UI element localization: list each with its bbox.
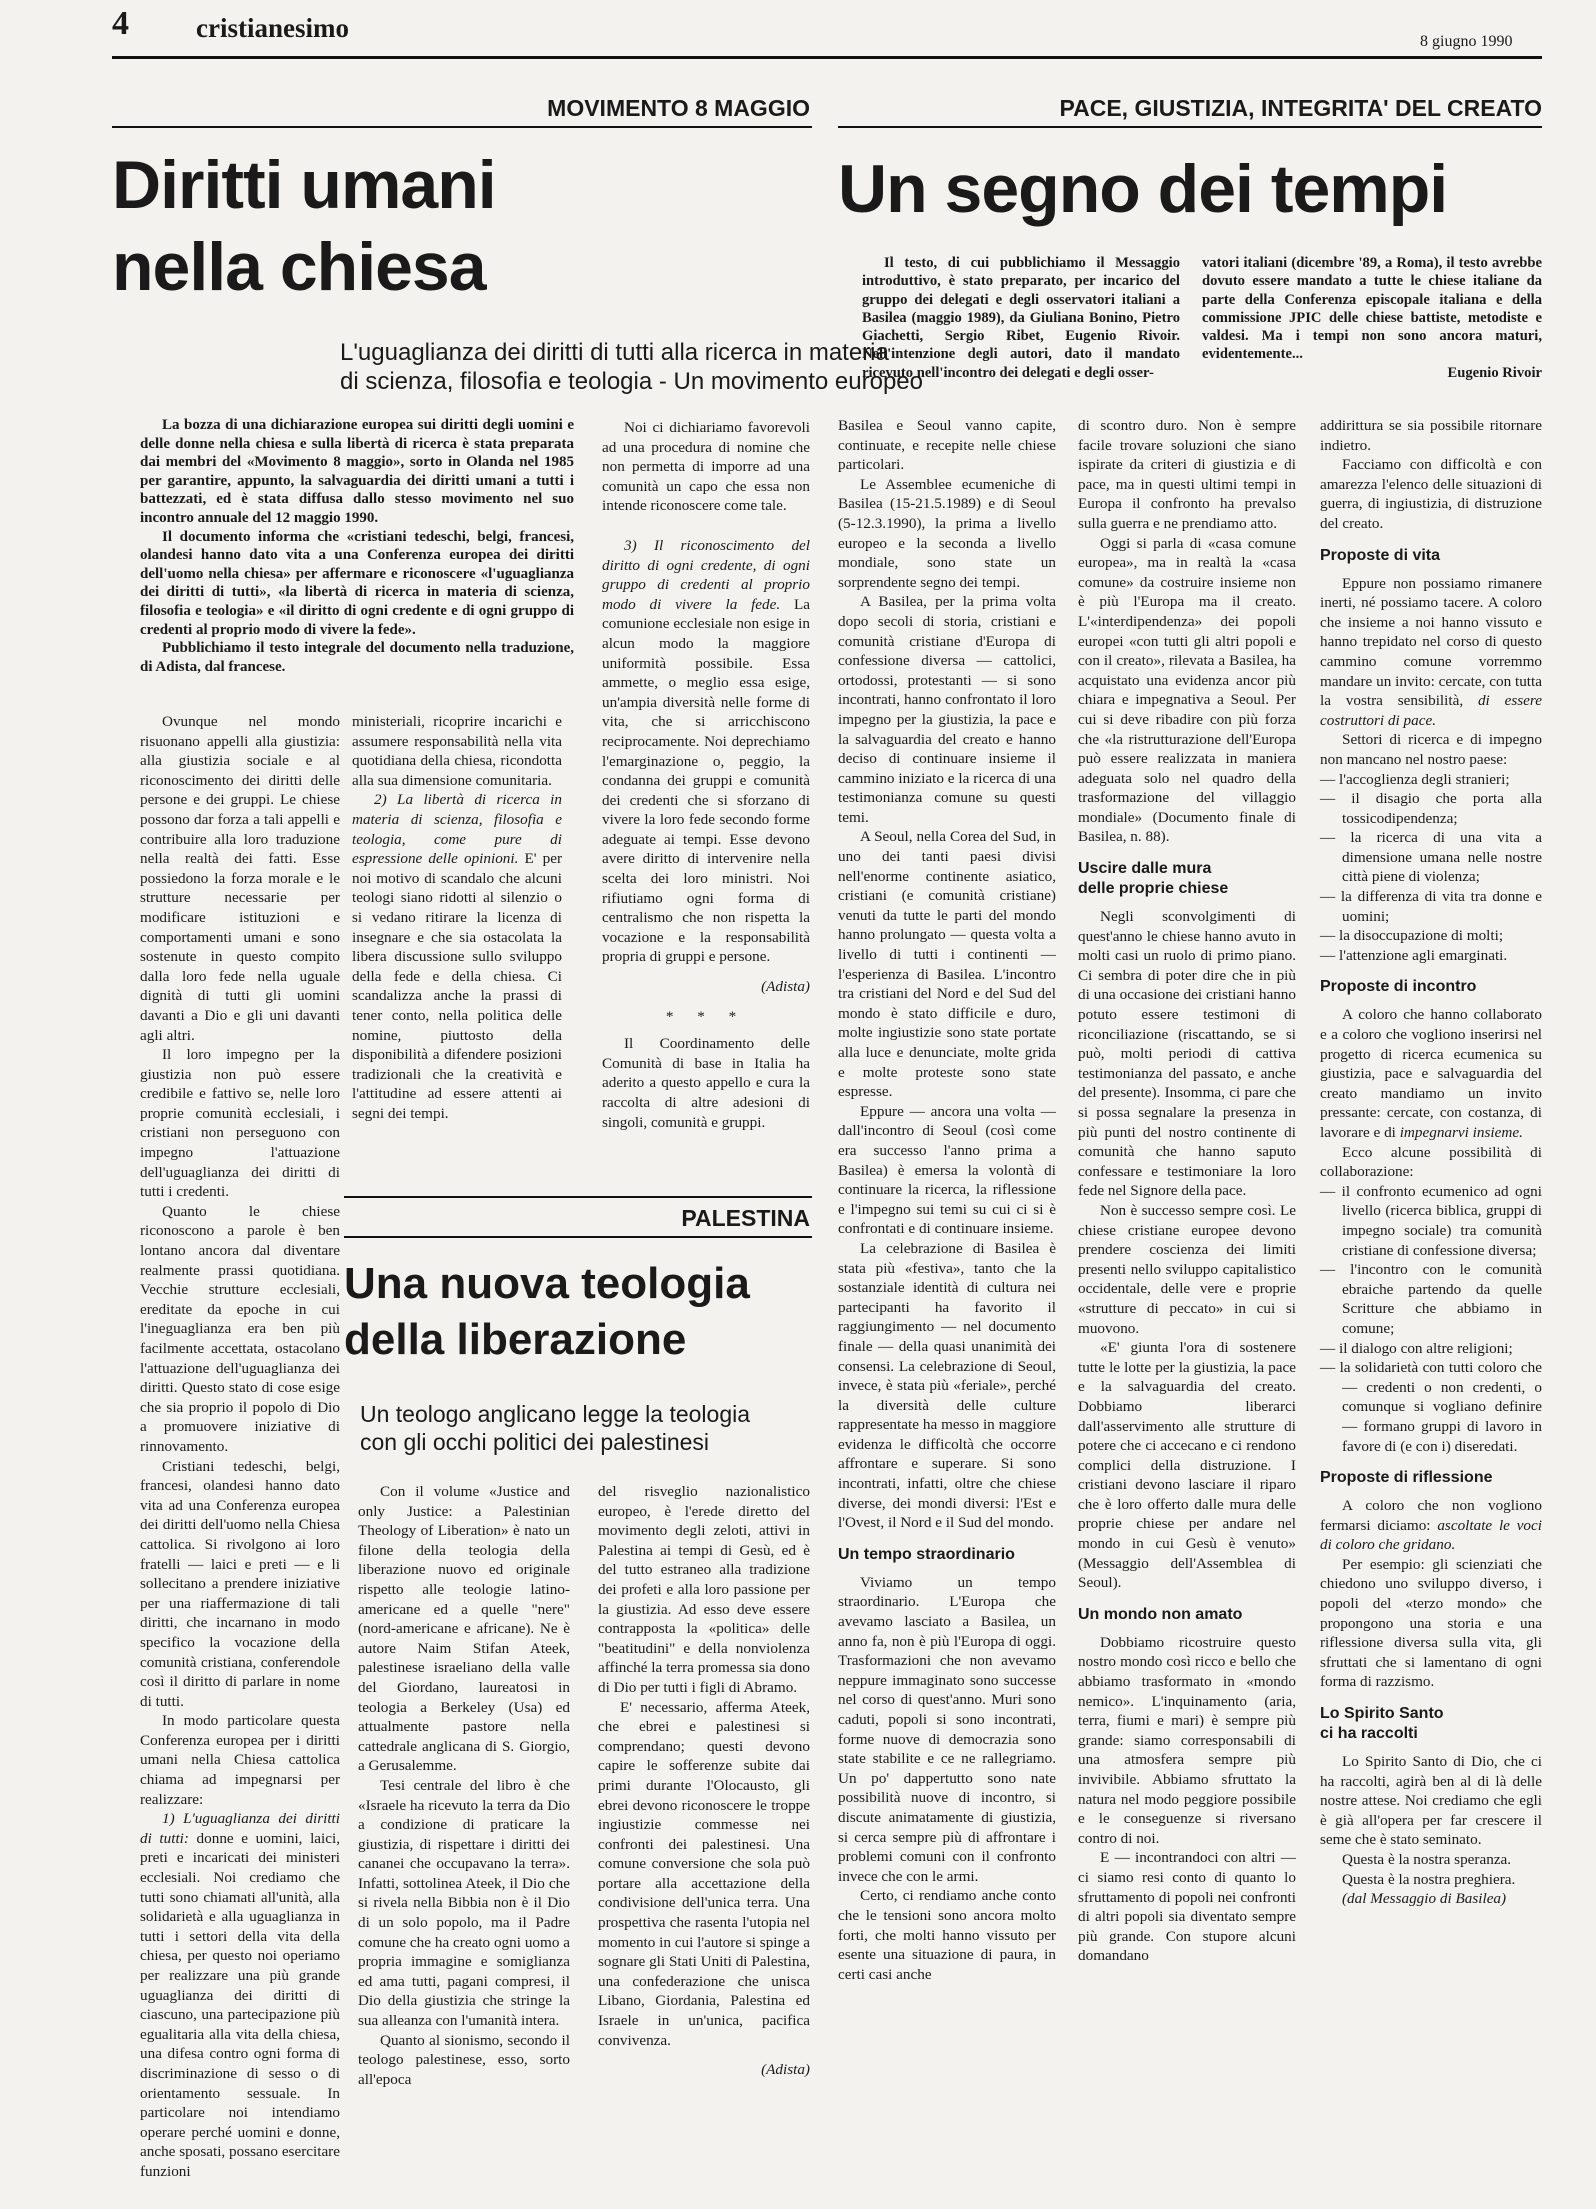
body-paragraph: Viviamo un tempo straordinario. L'Europa che avevamo lasciato a Basilea, un anno fa, non è più l'Europa di oggi. Trasformazioni che non avevamo neppure immaginato sono successe nel corso di quest'anno. Muri sono caduti, popoli si sono incontrati, forme nuove di democrazia sono state stabilite e ce ne rallegriamo. Un po' dappertutto sono nate possibilità nuove di incontro, si discute animatamente di giustizia, si cerca sempre più di affrontare i problemi comuni con il confronto invece che con le armi. (838, 1573, 1056, 1885)
list-item: — la ricerca di una vita a dimensione umana nelle nostre città piene di violenza; (1342, 828, 1542, 887)
body-paragraph: E' necessario, afferma Ateek, che ebrei e palestinesi si comprendano; questi devono capire le sofferenze subite dai primi durante l'Olocausto, gli ebrei devono riconoscere le troppe ingiustizie commesse nei confronti dei palestinesi. Una comune conversione che sola può portare alla accettazione della condivisione dell'unica terra. Una prospettiva che rasenta l'utopia nel momento in cui l'autore si spinge a sognare gli Stati Uniti di Palestina, una confederazione che unisca Libano, Giordania, Palestina ed Israele in un'unica, pacifica convivenza. (598, 1698, 810, 2049)
right-kicker-rule (838, 126, 1542, 128)
list-item: — la differenza di vita tra donne e uomini; (1342, 887, 1542, 926)
intro-paragraph: vatori italiani (dicembre '89, a Roma), il testo avrebbe dovuto essere mandato a tutte le chiese italiane da parte della Conferenza episcopale italiana e della commissione JPIC delle chiese battiste, metodiste e valdesi. Ma i tempi non sono ancora maturi, evidentemente... (1202, 255, 1542, 363)
body-paragraph: La celebrazione di Basilea è stata più «festiva», tanto che la sostanziale identità di cultura nei partecipanti ha favorito il raggiungimento — nel documento finale — della quasi unanimità dei consensi. La celebrazione di Seoul, invece, è stata più «feriale», perché la diversità delle culture rappresentate ha messo in maggiore evidenza le difficoltà che occorre affrontare e superare. Si sono incontrati, infatti, oltre che chiese diverse, dei mondi diversi: l'Est e l'Ovest, il Nord e il Sud del mondo. (838, 1239, 1056, 1532)
list-item: — l'incontro con le comunità ebraiche partendo da quelle Scritture che abbiamo in comune; (1342, 1260, 1542, 1338)
subheading: Un tempo straordinario (838, 1545, 1015, 1563)
body-paragraph: Non è successo sempre così. Le chiese cristiane europee devono prendere coscienza dei limiti presenti nello sviluppo capitalistico occidentale, delle vere e proprie «strutture di peccato» in cui si muovono. (1078, 1201, 1296, 1337)
list-collaboration (1320, 1182, 1542, 1456)
right-kicker: PACE, GIUSTIZIA, INTEGRITA' DEL CREATO (1059, 95, 1542, 121)
body-paragraph (602, 536, 810, 967)
right-column-3 (1320, 416, 1542, 1909)
palestina-kicker: PALESTINA (681, 1205, 810, 1231)
palestina-top-rule (344, 1196, 812, 1198)
left-lead (140, 416, 574, 676)
body-paragraph (1320, 574, 1542, 731)
body-paragraph: Quanto le chiese riconoscono a parole è ben lontano ancora dal diventare realmente prassi quotidiana. Vecchie strutture ecclesiali, ereditate da epoche in cui l'ineguaglianza era ben più facilmente accettata, ostacolano l'attuazione dell'uguaglianza dei diritti. Questo stato di cose esige che sia proprio il popolo di Dio a promuovere iniziative di rinnovamento. (140, 1202, 340, 1455)
body-paragraph: Eppure — ancora una volta — dall'incontro di Seoul (così come era successo l'anno prima a Basilea) è emersa la volontà di continuare la ricerca, la riflessione e l'impegno sui temi su cui ci si è confrontati e di continuare insieme. (838, 1102, 1056, 1238)
body-paragraph: ministeriali, ricoprire incarichi e assumere responsabilità nella vita quotidiana della chiesa, ricondotta alla sua dimensione comunitaria. (352, 713, 562, 789)
body-paragraph: Il Coordinamento delle Comunità di base in Italia ha aderito a questo appello e cura la raccolta di altre adesioni di singoli, comunità e gruppi. (602, 1035, 810, 1131)
body-paragraph (140, 1809, 340, 2181)
signature: (Adista) (761, 2061, 810, 2079)
left-title-line2: nella chiesa (112, 229, 486, 305)
body-paragraph: Facciamo con difficoltà e con amarezza l'elenco delle situazioni di guerra, di ingiustizia, di distruzione del creato. (1320, 456, 1542, 532)
list-item: — l'accoglienza degli stranieri; (1342, 770, 1542, 790)
subheading (1320, 1704, 1542, 1744)
italic-phrase: impegnarvi insieme. (1395, 1124, 1523, 1141)
palestina-title-line1: Una nuova teologia (344, 1259, 750, 1308)
body-paragraph: In modo particolare questa Conferenza europea per i diritti umani nella Chiesa cattolica chiama ad impegnarsi per realizzare: (140, 1712, 340, 1808)
italic-lead: 3) Il riconoscimento del diritto di ogni credente, di ogni gruppo di credenti al proprio modo di vivere la fede. (602, 536, 810, 613)
left-kicker-rule (112, 126, 812, 128)
lead-paragraph: La bozza di una dichiarazione europea sui diritti degli uomini e delle donne nella chiesa e sulla libertà di ricerca è stata preparata dai membri del «Movimento 8 maggio», sorto in Olanda nel 1985 per garantire, appunto, la salvaguardia dei diritti umani a tutti i battezzati, ed è stata diffusa dallo stesso movimento nel suo incontro annuale del 12 maggio 1990. (140, 417, 574, 526)
left-kicker: MOVIMENTO 8 MAGGIO (547, 95, 810, 121)
body-paragraph: Settori di ricerca e di impegno non mancano nel nostro paese: (1320, 731, 1542, 768)
italic-lead: 2) La libertà di ricerca in materia di scienza, filosofia e teologia, come pure di espressione delle opinioni. (352, 791, 562, 868)
page-number: 4 (112, 5, 129, 42)
intro-signature: Eugenio Rivoir (1447, 364, 1542, 381)
body-paragraph: «E' giunta l'ora di sostenere tutte le lotte per la giustizia, la pace e la salvaguardia del creato. Dobbiamo liberarci dall'asservimento alle strutture di potere che ci accecano e ci rendono complici della distruzione. I cristiani devono lasciare il riparo che è loro offerto dalle mura delle proprie chiese per andare nel mondo in cui Gesù è venuto» (Messaggio dell'Assemblea di Seoul). (1078, 1339, 1296, 1592)
subheading-line1: Uscire dalle mura (1078, 860, 1212, 878)
left-subtitle (340, 338, 923, 396)
body-paragraph: Noi ci dichiariamo favorevoli ad una procedura di nomine che non permetta di imporre ad una comunità un capo che essa non intende riconoscere come tale. (602, 419, 810, 515)
signature: (dal Messaggio di Basilea) (1342, 1890, 1507, 1908)
body-paragraph: di scontro duro. Non è sempre facile trovare soluzioni che siano ispirate da criteri di giustizia e di pace, ma in questi ultimi tempi in Europa il confronto ha prevalso sulla guerra e ne prendiamo atto. (1078, 417, 1296, 532)
body-paragraph: A Seoul, nella Corea del Sud, in uno dei tanti paesi divisi nell'enorme continente asiatico, cristiani (e comunità cristiane) venuti da tutte le parti del mondo hanno prolungato — questa volta a livello di tutti i continenti — l'esperienza di Basilea. L'incontro tra cristiani del Nord e del Sud del mondo è stato difficile e duro, molte ingiustizie sono state portate alla luce e denunciate, molte grida e molte proteste sono state espresse. (838, 828, 1056, 1101)
body-paragraph: Per esempio: gli scienziati che chiedono uno sviluppo diverso, i popoli del «terzo mondo» che propongono una storia e una riflessione diversa sulla vita, gli sfruttati che si lamentano di ogni forma di razzismo. (1320, 1555, 1542, 1691)
paragraph-text: A coloro che non vogliono fermarsi diciamo: (1320, 1497, 1542, 1534)
body-paragraph: Il loro impegno per la giustizia non può essere credibile e fattivo se, nelle loro proprie comunità ecclesiali, i cristiani non perseguono con impegno l'attuazione dell'uguaglianza dei diritti di tutti i credenti. (140, 1046, 340, 1201)
body-paragraph: E — incontrandoci con altri — ci siamo resi conto di quanto lo sfruttamento di popoli nei confronti di altri popoli sia diventato sempre più grande. Con stupore alcuni domandano (1078, 1849, 1296, 1965)
left-subtitle-line2: di scienza, filosofia e teologia - Un movimento europeo (340, 368, 923, 395)
body-paragraph (1320, 1005, 1542, 1142)
list-item: — la disoccupazione di molti; (1342, 926, 1542, 946)
body-paragraph: A Basilea, per la prima volta dopo secoli di storia, cristiani e comunità cristiane d'Europa di confessione diversa — cattolici, ortodossi, protestanti — si sono incontrati, hanno confrontato il loro impegno per la giustizia, la pace e la salvaguardia del creato e hanno deciso di continuare insieme il cammino iniziato e la ricerca di una testimonianza comune su questi temi. (838, 593, 1056, 826)
body-paragraph: Lo Spirito Santo di Dio, che ci ha raccolti, agirà ben al di là delle nostre attese. Noi crediamo che egli è già all'opera per far crescere il seme che è stato seminato. (1320, 1753, 1542, 1849)
palestina-subtitle (360, 1400, 810, 1456)
right-intro-col1 (862, 254, 1180, 382)
palestina-subtitle-line2: con gli occhi politici dei palestinesi (360, 1429, 710, 1455)
subheading-line2: delle proprie chiese (1078, 880, 1229, 898)
subheading: Proposte di riflessione (1320, 1469, 1493, 1487)
body-paragraph (352, 790, 562, 1123)
section-name: cristianesimo (196, 13, 349, 43)
palestina-column-1 (358, 1482, 570, 2089)
right-column-2 (1078, 416, 1296, 1966)
lead-paragraph: Pubblichiamo il testo integrale del documento nella traduzione, di Adista, dal francese. (140, 640, 574, 675)
body-paragraph: Tesi centrale del libro è che «Israele ha ricevuto la terra da Dio a condizione di praticare la giustizia, di rispettare i diritti dei cananei che occupavano la terra». Infatti, sottolinea Ateek, il Dio che si rivela nella Bibbia non è il Dio di un solo popolo, ma il Padre comune che ha creato ogni uomo a propria immagine e somiglianza ed ama tutti, pagani compresi, il Dio della giustizia che stringe la sua alleanza con l'umanità intera. (358, 1776, 570, 2030)
body-paragraph: Quanto al sionismo, secondo il teologo palestinese, esso, sorto all'epoca (358, 2031, 570, 2088)
body-paragraph: Negli sconvolgimenti di quest'anno le chiese hanno avuto in molti casi un ruolo di primo piano. Ci sembra di poter dire che in più di una occasione dei cristiani hanno potuto essere testimoni di riconciliazione (riscattando, se si può, molti periodi di cattiva testimonianza del passato, e anche del presente). Insomma, ci pare che si possa segnalare la presenza in più punti del nostro continente di comunità che hanno saputo confessare e testimoniare la loro fede nel Signore della pace. (1078, 908, 1296, 1200)
palestina-title-line2: della liberazione (344, 1315, 687, 1364)
body-paragraph: Basilea e Seoul vanno capite, continuate, e recepite nelle chiese particolari. (838, 417, 1056, 474)
separator-stars: * * * (665, 1007, 747, 1025)
palestina-title (344, 1256, 750, 1368)
body-paragraph: Cristiani tedeschi, belgi, francesi, olandesi hanno dato vita ad una Conferenza europea dei diritti dell'uomo nella Chiesa cattolica. Si rivolgono ai loro fratelli — laici e preti — e li sollecitano a prendere iniziative per una riaffermazione di tali diritti, che incarnano in modo specifico la vocazione della comunità cristiana, conferendole così il diritto di parlare in nome di tutti. (140, 1457, 340, 1710)
subheading (1078, 859, 1296, 899)
paragraph-text: A coloro che hanno collaborato e a coloro che vogliono inserirsi nel progetto di ricerca ecumenica su giustizia, pace e salvaguardia del creato mandiamo un invito pressante: cercate, con costanza, di lavorare e di (1320, 1006, 1542, 1141)
right-intro-col2 (1202, 254, 1542, 382)
body-paragraph: Dobbiamo ricostruire questo nostro mondo così ricco e bello che abbiamo trasformato in «mondo nemico». L'inquinamento (aria, terra, fiumi e mari) è sempre più grande: siamo corresponsabili di una atmosfera sempre più invivibile. Abbiamo sfruttato la natura nel modo peggiore possibile e le conseguenze si riversano contro di noi. (1078, 1633, 1296, 1847)
left-column-3 (602, 418, 810, 1132)
left-column-1 (140, 712, 340, 2182)
signature: (Adista) (761, 978, 810, 996)
list-item: — il disagio che porta alla tossicodipendenza; (1342, 789, 1542, 828)
body-paragraph: Le Assemblee ecumeniche di Basilea (15-21.5.1989) e di Seoul (5-12.3.1990), la prima a livello europeo e la seconda a livello mondiale, sono state un sorprendente segno dei tempi. (838, 475, 1056, 591)
subheading-line2: ci ha raccolti (1320, 1725, 1418, 1743)
body-paragraph: Certo, ci rendiamo anche conto che le tensioni sono ancora molto forti, che molti hanno vissuto per esente una situazione di paura, in certi casi anche (838, 1887, 1056, 1983)
body-paragraph: Questa è la nostra speranza. (1342, 1851, 1512, 1868)
body-paragraph: Ecco alcune possibilità di collaborazione: (1320, 1143, 1542, 1181)
italic-lead: 1) L'uguaglianza dei diritti di tutti: (140, 1810, 340, 1847)
right-column-1 (838, 416, 1056, 1984)
subheading-line1: Lo Spirito Santo (1320, 1705, 1444, 1723)
paragraph-rest: donne e uomini, laici, preti e incaricati dei ministeri ecclesiali. Noi crediamo che tutti sono chiamati all'unità, alla solidarietà e alla uguaglianza in tutti i settori della vita della chiesa, per questo noi operiamo per realizzare una più grande uguaglianza dei diritti di ciascuno, una partecipazione più egualitaria alla vita della chiesa, una difesa contro ogni forma di discriminazione di sesso o di orientamento sessuale. In particolare noi intendiamo operare perché uomini e donne, anche sposati, possano esercitare funzioni (140, 1829, 341, 2180)
list-item: — il dialogo con altre religioni; (1342, 1339, 1542, 1359)
paragraph-rest: E' per noi motivo di scandalo che alcuni teologi siano ridotti al silenzio o si vedano ritirare la licenza di insegnare e che sia ostacolata la libera discussione sullo sviluppo della fede e della chiesa. Ci scandalizza anche la prassi di tener conto, nella politica delle nomine, piuttosto della disponibilità a difendere posizioni tradizionali che la creatività e l'attitudine ad essere attenti ai segni dei tempi. (352, 850, 562, 1122)
body-paragraph (1320, 1496, 1542, 1555)
left-title-line1: Diritti umani (112, 147, 496, 223)
body-paragraph: Ovunque nel mondo risuonano appelli alla giustizia: alla giustizia sociale e al riconoscimento dei diritti delle persone e dei gruppi. Le chiese possono dar forza a tali appelli e contribuire alla loro traduzione nella realtà dei fatti. Esse possiedono la forza morale e le strutture necessarie per modificare istituzioni e comportamenti umani e sono sostenute in questo compito dalla loro fede nella uguale dignità di tutti gli uomini davanti a Dio e gli uni davanti agli altri. (140, 713, 340, 1044)
list-item: — l'attenzione agli emarginati. (1342, 946, 1542, 966)
paragraph-rest: La comunione ecclesiale non esige in alcun modo la maggiore uniformità possibile. Essa ammette, o meglio essa esige, un'ampia diversità nelle forme di vita, che si arricchiscono reciprocamente. Noi deprechiamo l'emarginazione o, peggio, la condanna dei gruppi e comunità dei credenti che si sforzano di vivere la loro fede secondo forme adeguate ai tempi. Esse devono avere diritto di intervenire nella scelta dei loro ministri. Noi rifiutiamo ogni forma di centralismo che non rispetta la vocazione e la responsabilità propria di gruppi e persone. (602, 595, 810, 966)
list-item: — la solidarietà con tutti coloro che — credenti o non credenti, o comunque si vogliano definire — formano gruppi di lavoro in favore di (e con i) diseredati. (1342, 1358, 1542, 1456)
body-paragraph: Oggi si parla di «casa comune europea», ma in realtà la «casa comune» da costruire insieme non è più l'Europa ma il creato. L'«interdipendenza» dei popoli europei «con tutti gli altri popoli e con il creato», rilevata a Basilea, ha acquistato una evidenza ancor più chiara e impegnativa a Seoul. Per cui si deve ribadire con più forza che «la ristrutturazione dell'Europa può essere realizzata in maniera adeguata solo nel quadro della trasformazione del villaggio mondiale» (Documento finale di Basilea, n. 88). (1078, 534, 1296, 846)
body-paragraph: del risveglio nazionalistico europeo, è l'erede diretto del movimento degli zeloti, attivi in Palestina ai tempi di Gesù, ed è del tutto estraneo alla tradizione dei profeti e alla loro passione per la giustizia. Ad esso deve essere contrapposta la «politica» delle "beatitudini" e della nonviolenza affinché la terra promessa sia dono di Dio per tutti i figli di Abramo. (598, 1483, 810, 1696)
left-title (112, 144, 496, 308)
italic-phrase: di essere costruttori di pace. (1320, 692, 1542, 729)
subheading: Un mondo non amato (1078, 1605, 1243, 1623)
left-column-2 (352, 712, 562, 1123)
subheading: Proposte di incontro (1320, 978, 1477, 996)
body-paragraph: Questa è la nostra preghiera. (1342, 1870, 1516, 1888)
right-title: Un segno dei tempi (838, 151, 1448, 227)
italic-phrase: ascoltate le voci di coloro che gridano. (1320, 1516, 1542, 1554)
palestina-kicker-rule (344, 1236, 812, 1238)
lead-paragraph: Il documento informa che «cristiani tedeschi, belgi, francesi, olandesi hanno dato vita a una Conferenza europea dei diritti dell'uomo nella chiesa» per affermare e riconoscere «l'uguaglianza dei diritti di tutti», «la libertà di ricerca in materia di scienza, filosofia e teologia» e «il diritto di ogni credente e di ogni gruppo di credenti al proprio modo di vivere la fede». (140, 528, 574, 638)
subheading: Proposte di vita (1320, 546, 1441, 564)
issue-date: 8 giugno 1990 (1420, 33, 1513, 50)
intro-paragraph: Il testo, di cui pubblichiamo il Messaggio introduttivo, è stato preparato, per incarico del gruppo dei delegati e degli osservatori italiani a Basilea (maggio 1989), da Giuliana Bonino, Pietro Giachetti, Sergio Ribet, Eugenio Rivoir. Nell'intenzione degli autori, dato il mandato ricevuto nell'incontro dei delegati e degli osser- (862, 255, 1180, 381)
palestina-subtitle-line1: Un teologo anglicano legge la teologia (360, 1401, 751, 1427)
body-paragraph: Con il volume «Justice and only Justice: a Palestinian Theology of Liberation» è nato un filone della teologia della liberazione nuovo ed originale rispetto alle teologie latino-americane ed a quelle "nere" (nord-americane e africane). Ne è autore Naim Stifan Ateek, palestinese israeliano della valle del Giordano, laureatosi in teologia a Berkeley (Usa) ed attualmente pastore nella cattedrale anglicana di S. Giorgio, a Gerusalemme. (358, 1483, 570, 1775)
list-item: — il confronto ecumenico ad ogni livello (ricerca biblica, gruppi di impegno sociale) tra comunità cristiane di confessione diversa; (1342, 1182, 1542, 1260)
list-social-issues (1320, 770, 1542, 966)
palestina-column-2 (598, 1482, 810, 2090)
body-paragraph: addirittura se sia possibile ritornare indietro. (1320, 417, 1542, 454)
left-subtitle-line1: L'uguaglianza dei diritti di tutti alla ricerca in materia (340, 339, 889, 366)
masthead-rule (112, 56, 1542, 59)
paragraph-text: Eppure non possiamo rimanere inerti, né possiamo tacere. A coloro che insieme a noi hanno vissuto e hanno trepidato nel corso di questo cammino comune vorremmo mandare un invito: cercate, con tutta la vostra sensibilità, (1320, 574, 1542, 710)
